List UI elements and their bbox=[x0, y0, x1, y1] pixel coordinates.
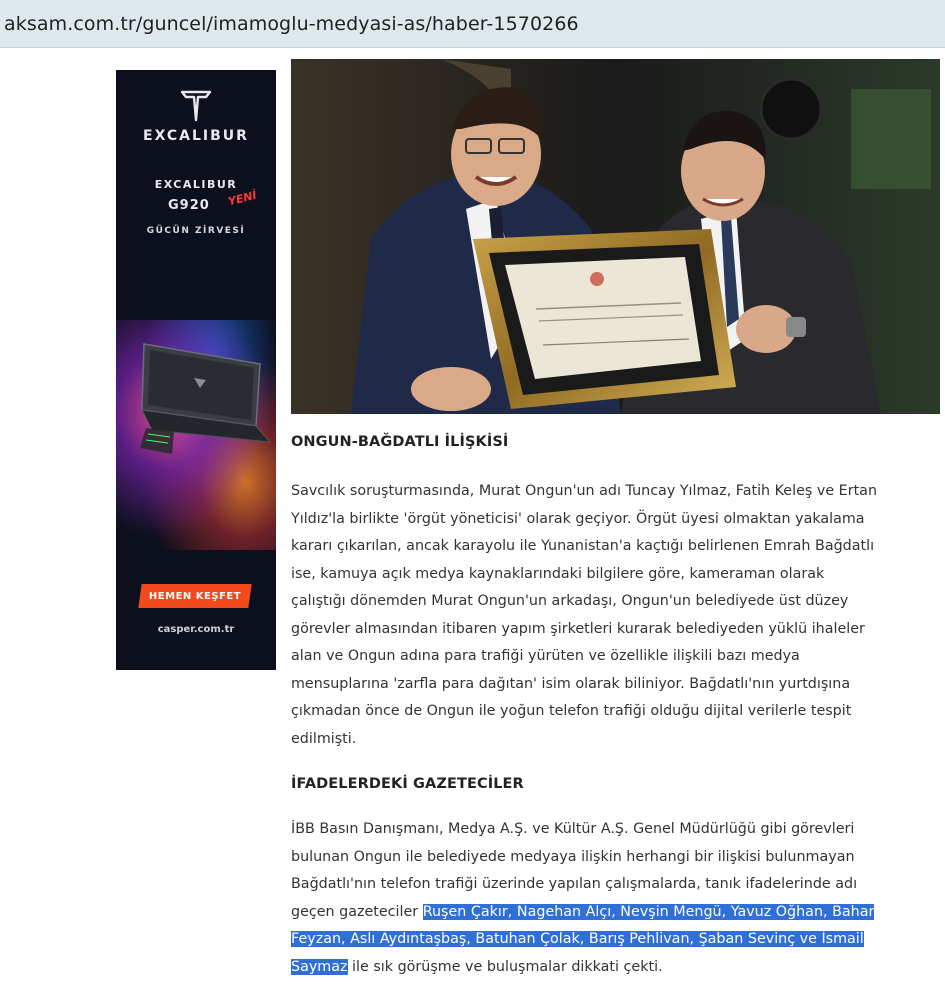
ad-slogan: GÜCÜN ZİRVESİ bbox=[146, 226, 246, 236]
text-line: bulunan Ongun ile belediyede medyaya ilişkin herhangi bir ilişkisi bulunmayan bbox=[291, 848, 855, 865]
excalibur-logo-icon bbox=[178, 88, 214, 124]
text-line: çıkmadan önce de Ongun ile yoğun telefon trafiği olduğu dijital verilerle tespit bbox=[291, 703, 852, 719]
text-line: Bağdatlı'nın telefon trafiği üzerinde yapılan çalışmalarda, tanık ifadelerinde adı bbox=[291, 876, 858, 892]
highlighted-journalist-names[interactable]: Feyzan, Aslı Aydıntaşbaş, Batuhan Çolak, Barış Pehlivan, Şaban Sevinç ve İsmail bbox=[291, 931, 864, 947]
photo-two-men-certificate-image bbox=[291, 59, 940, 414]
highlighted-journalist-names[interactable]: Ruşen Çakır, Nagehan Alçı, Nevşin Mengü, Yavuz Oğhan, Bahar bbox=[422, 903, 875, 920]
ad-new-badge: YENİ bbox=[226, 188, 258, 209]
section-heading-ongun-bagdatli: ONGUN-BAĞDATLI İLİŞKİSİ bbox=[291, 434, 509, 450]
text-line: edilmişti. bbox=[291, 730, 357, 747]
ad-site-link[interactable]: casper.com.tr bbox=[157, 624, 235, 635]
section-heading-ifadelerdeki-gazeteciler: İFADELERDEKİ GAZETECİLER bbox=[291, 776, 524, 792]
highlighted-journalist-names[interactable]: Saymaz bbox=[291, 958, 348, 975]
hemen-kesfet-button[interactable] bbox=[138, 584, 251, 608]
text-line: çalıştığı dönemden Murat Ongun'un arkadaşı, Ongun'un belediyede üst düzey bbox=[291, 593, 849, 609]
text-line bbox=[291, 954, 941, 982]
ad-model: G920 bbox=[168, 198, 210, 213]
text-line: ise, kamuya açık medya kaynaklarındaki bilgilere göre, kameraman olarak bbox=[291, 565, 825, 582]
cta-label: HEMEN KEŞFET bbox=[148, 590, 242, 602]
text-line bbox=[291, 899, 941, 927]
text-line: görevler almasından itibaren yapım şirketleri kurarak belediyeden yüklü ihaleler bbox=[291, 620, 865, 637]
ad-banner[interactable] bbox=[116, 70, 276, 670]
text-fragment: geçen gazeteciler bbox=[291, 903, 423, 920]
ad-product-line: EXCALIBUR bbox=[154, 178, 238, 191]
section2-paragraph bbox=[291, 816, 941, 981]
ad-brand: EXCALIBUR bbox=[143, 128, 249, 144]
text-line: kararı çıkarılan, ancak karayolu ile Yunanistan'a kaçtığı belirlenen Emrah Bağdatlı bbox=[291, 538, 875, 554]
text-fragment: ile sık görüşme ve buluşmalar dikkati çekti. bbox=[347, 958, 663, 975]
text-line: Savcılık soruşturmasında, Murat Ongun'un adı Tuncay Yılmaz, Fatih Keleş ve Ertan bbox=[291, 483, 878, 499]
text-line: mensuplarına 'zarfla para dağıtan' isim olarak biliniyor. Bağdatlı'nın yurtdışına bbox=[291, 675, 851, 692]
text-line: Yıldız'la birlikte 'örgüt yöneticisi' olarak geçiyor. Örgüt üyesi olmaktan yakalama bbox=[291, 510, 865, 527]
text-line bbox=[291, 926, 941, 954]
text-line: İBB Basın Danışmanı, Medya A.Ş. ve Kültür A.Ş. Genel Müdürlüğü gibi görevleri bbox=[291, 821, 855, 837]
address-bar[interactable] bbox=[0, 0, 945, 48]
text-line: alan ve Ongun adına para trafiği yürüten ve özellikle ilişkili bazı medya bbox=[291, 648, 800, 664]
article-photo bbox=[291, 59, 940, 414]
section1-paragraph bbox=[291, 478, 941, 753]
url-text[interactable]: aksam.com.tr/guncel/imamoglu-medyasi-as/haber-1570266 bbox=[4, 12, 579, 35]
laptop-image bbox=[134, 338, 274, 456]
